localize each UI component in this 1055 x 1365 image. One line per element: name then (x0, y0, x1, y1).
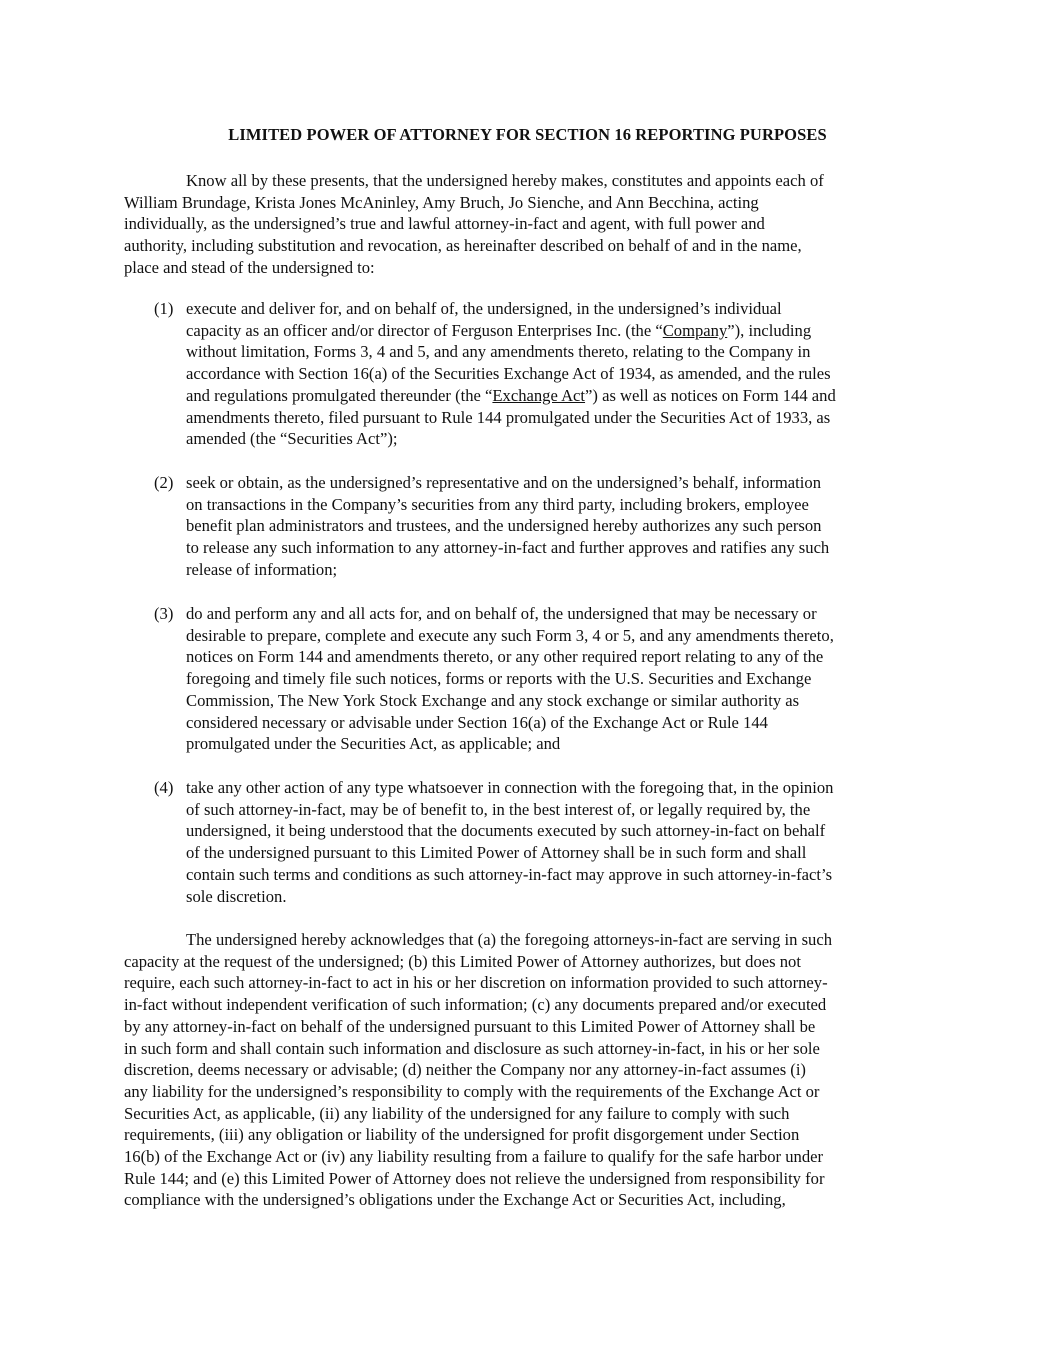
document-title: LIMITED POWER OF ATTORNEY FOR SECTION 16 REPORTING PURPOSES (228, 125, 827, 144)
intro-line: place and stead of the undersigned to: (124, 257, 375, 277)
defined-term: Company (662, 320, 728, 340)
item-line: benefit plan administrators and trustees, and the undersigned hereby authorizes any such person (186, 516, 822, 536)
closing-line: require, each such attorney-in-fact to act in his or her discretion on information provided to such attorney- (124, 973, 828, 993)
closing-line: in-fact without independent verification of such information; (c) any documents prepared and/or executed (124, 995, 827, 1015)
text-span: capacity as an officer and/or director of Ferguson Enterprises Inc. (the “ (186, 320, 663, 340)
item-number: (1) (154, 299, 174, 318)
closing-line: The undersigned hereby acknowledges that (a) the foregoing attorneys-in-fact are serving in such (186, 930, 832, 949)
item-line: to release any such information to any attorney-in-fact and further approves and ratifies any such (186, 538, 830, 558)
text-span: ”), including (727, 320, 812, 340)
item-line: promulgated under the Securities Act, as applicable; and (186, 734, 561, 754)
item-line: foregoing and timely file such notices, forms or reports with the U.S. Securities and Exchange (186, 669, 812, 689)
item-line: do and perform any and all acts for, and on behalf of, the undersigned that may be necessary or (186, 604, 817, 623)
item-line (186, 385, 836, 406)
item-line: accordance with Section 16(a) of the Securities Exchange Act of 1934, as amended, and the rules (186, 364, 831, 384)
item-line: of such attorney-in-fact, may be of benefit to, in the best interest of, or legally required by, the (186, 799, 811, 819)
closing-line: by any attorney-in-fact on behalf of the undersigned pursuant to this Limited Power of Attorney shall be (124, 1016, 816, 1036)
closing-line: Rule 144; and (e) this Limited Power of Attorney does not relieve the undersigned from responsibility for (124, 1168, 825, 1188)
text-span: ”) as well as notices on Form 144 and (585, 385, 836, 405)
intro-line: authority, including substitution and revocation, as hereinafter described on behalf of and in the name, (124, 236, 802, 256)
intro-line: individually, as the undersigned’s true and lawful attorney-in-fact and agent, with full power and (124, 214, 765, 234)
item-line: Commission, The New York Stock Exchange and any stock exchange or similar authority as (186, 690, 800, 710)
item-line: of the undersigned pursuant to this Limited Power of Attorney shall be in such form and shall (186, 843, 807, 863)
item-line: undersigned, it being understood that the documents executed by such attorney-in-fact on behalf (186, 821, 826, 841)
item-number: (4) (154, 778, 174, 797)
item-line: take any other action of any type whatsoever in connection with the foregoing that, in the opinion (186, 778, 834, 797)
item-line: contain such terms and conditions as such attorney-in-fact may approve in such attorney-in-fact’s (186, 864, 833, 884)
closing-line: capacity at the request of the undersigned; (b) this Limited Power of Attorney authorizes, but does not (124, 951, 801, 971)
item-line: seek or obtain, as the undersigned’s representative and on the undersigned’s behalf, information (186, 473, 821, 492)
item-line: sole discretion. (186, 886, 287, 906)
item-line: on transactions in the Company’s securities from any third party, including brokers, employee (186, 494, 809, 514)
closing-line: requirements, (iii) any obligation or liability of the undersigned for profit disgorgement under Section (124, 1125, 800, 1145)
closing-line: in such form and shall contain such information and disclosure as such attorney-in-fact, in his or her sole (124, 1038, 820, 1058)
closing-line: 16(b) of the Exchange Act or (iv) any liability resulting from a failure to qualify for the safe harbor under (124, 1147, 824, 1166)
item-line: execute and deliver for, and on behalf of, the undersigned, in the undersigned’s individual (186, 299, 782, 318)
intro-line: William Brundage, Krista Jones McAninley, Amy Bruch, Jo Sienche, and Ann Becchina, acting (124, 192, 759, 212)
item-line: release of information; (186, 559, 338, 579)
item-line: amendments thereto, filed pursuant to Rule 144 promulgated under the Securities Act of 1933, as (186, 407, 831, 427)
text-span: and regulations promulgated thereunder (the “ (186, 385, 493, 405)
defined-term: Exchange Act (492, 385, 586, 405)
item-number: (2) (154, 473, 174, 492)
closing-line: any liability for the undersigned’s responsibility to comply with the requirements of the Exchange Act or (124, 1081, 820, 1101)
item-line: notices on Form 144 and amendments thereto, or any other required report relating to any of the (186, 647, 824, 667)
intro-line: Know all by these presents, that the undersigned hereby makes, constitutes and appoints each of (186, 171, 824, 190)
item-number: (3) (154, 604, 174, 623)
closing-line: compliance with the undersigned’s obligations under the Exchange Act or Securities Act, including, (124, 1190, 786, 1210)
item-line: considered necessary or advisable under Section 16(a) of the Exchange Act or Rule 144 (186, 712, 768, 732)
item-line: desirable to prepare, complete and execute any such Form 3, 4 or 5, and any amendments thereto, (186, 625, 834, 645)
closing-line: discretion, deems necessary or advisable; (d) neither the Company nor any attorney-in-fact assumes (i) (124, 1060, 806, 1080)
item-line: amended (the “Securities Act”); (186, 429, 398, 449)
item-line: without limitation, Forms 3, 4 and 5, and any amendments thereto, relating to the Company in (186, 342, 811, 362)
closing-line: Securities Act, as applicable, (ii) any liability of the undersigned for any failure to comply with such (124, 1103, 790, 1123)
item-line (186, 320, 811, 341)
